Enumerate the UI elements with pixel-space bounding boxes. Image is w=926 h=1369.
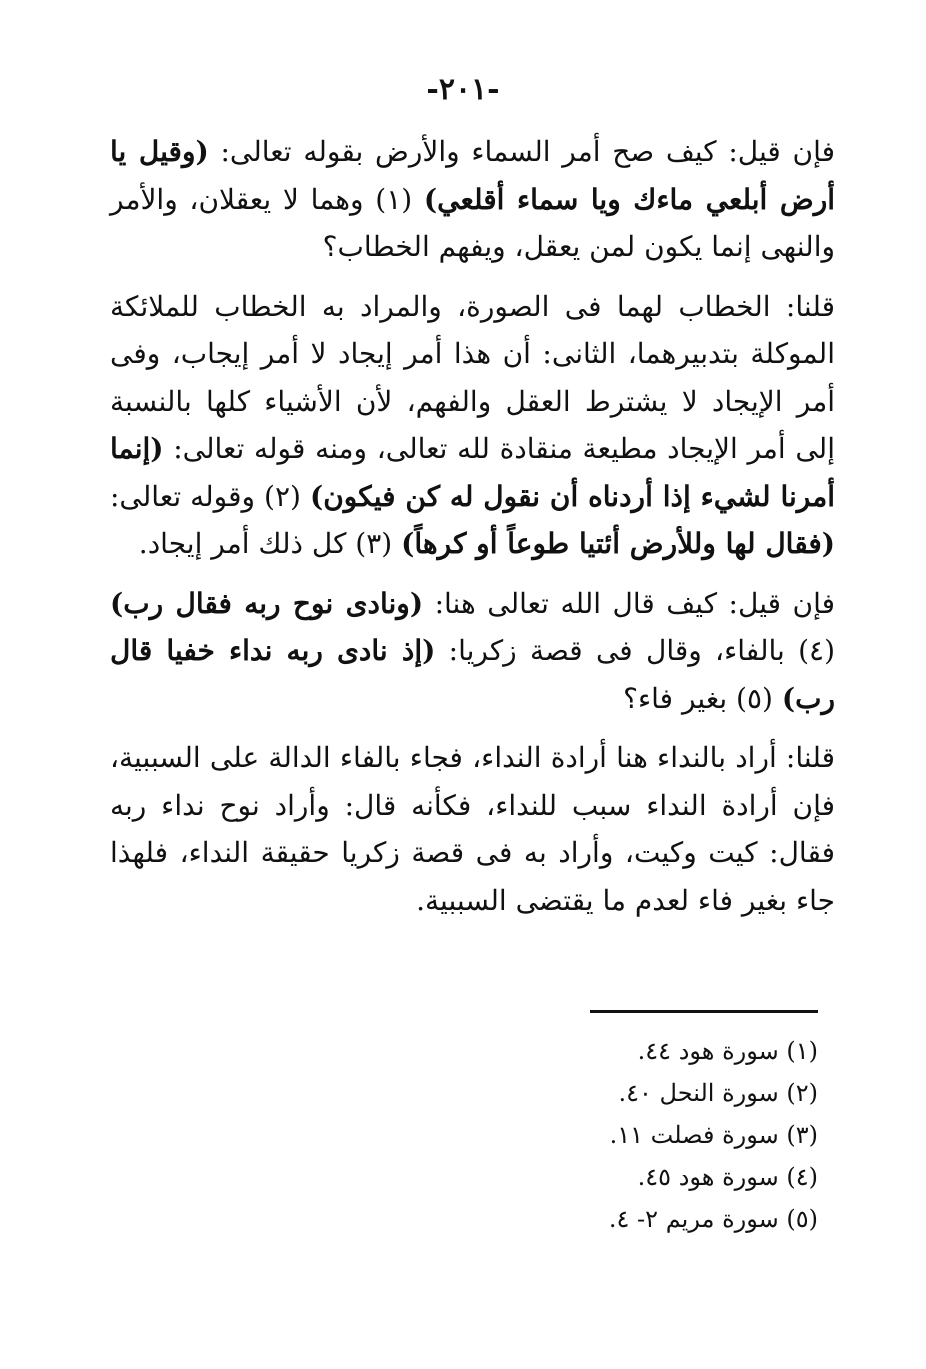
text-segment: (١) وهما لا يعقلان، والأمر والنهى إنما يكون لمن يعقل، ويفهم الخطاب؟: [110, 182, 835, 263]
text-segment: (٢) وقوله تعالى:: [110, 479, 310, 513]
footnote-item: (٤) سورة هود ٤٥.: [637, 1163, 818, 1191]
text-segment: فإن قيل: كيف صح أمر السماء والأرض بقوله تعالى:: [208, 135, 835, 168]
footnote-item: (٢) سورة النحل ٤٠.: [618, 1079, 818, 1107]
page-number: -٢٠١-: [426, 72, 500, 107]
paragraph-answer-2: [110, 734, 835, 924]
footnote-item: (٥) سورة مريم ٢- ٤.: [608, 1205, 818, 1233]
footnote-item: (١) سورة هود ٤٤.: [637, 1037, 818, 1065]
text-segment: (٤) بالفاء، وقال فى قصة زكريا:: [435, 634, 835, 667]
text-segment: قلنا: الخطاب لهما فى الصورة، والمراد به الخطاب للملائكة الموكلة بتدبيرهما، الثانى: أن هذا أمر إيجاد لا أمر إيجاب، وفى أمر الإيجاد لا يشترط العقل والفهم، لأن الأشياء كلها بالنسبة إلى أمر الإيجاد مطيعة منقادة لله تعالى، ومنه قوله تعالى:: [110, 289, 835, 465]
quran-verse: (إذ نادى ربه نداء خفيا قال رب): [110, 634, 835, 715]
text-segment: فإن قيل: كيف قال الله تعالى هنا:: [423, 586, 836, 620]
quran-verse: (ونادى نوح ربه فقال رب): [110, 586, 424, 620]
quran-verse: (فقال لها وللأرض أئتيا طوعاً أو كرهاً): [401, 527, 835, 560]
paragraph-answer-1: [110, 283, 835, 568]
footnote-divider: [590, 1010, 818, 1013]
paragraph-question-2: [110, 580, 835, 723]
quran-verse: (إنما أمرنا لشيء إذا أردناه أن نقول له كن فيكون): [110, 432, 835, 513]
text-segment: (٥) بغير فاء؟: [623, 681, 782, 715]
footnote-item: (٣) سورة فصلت ١١.: [609, 1121, 818, 1149]
footnotes: [400, 1030, 818, 1240]
quran-verse: (وقيل يا أرض أبلعي ماءك ويا سماء أقلعي): [110, 135, 836, 216]
text-segment: (٣) كل ذلك أمر إيجاد.: [138, 527, 402, 560]
main-text: [110, 128, 835, 936]
paragraph-question-1: [110, 128, 835, 271]
text-segment: قلنا: أراد بالنداء هنا أرادة النداء، فجاء بالفاء الدالة على السببية، فإن أرادة النداء سبب للنداء، فكأنه قال: وأراد نوح نداء ربه فقال: كيت وكيت، وأراد به فى قصة زكريا حقيقة النداء، فلهذا جاء بغير فاء لعدم ما يقتضى السببية.: [110, 741, 835, 917]
